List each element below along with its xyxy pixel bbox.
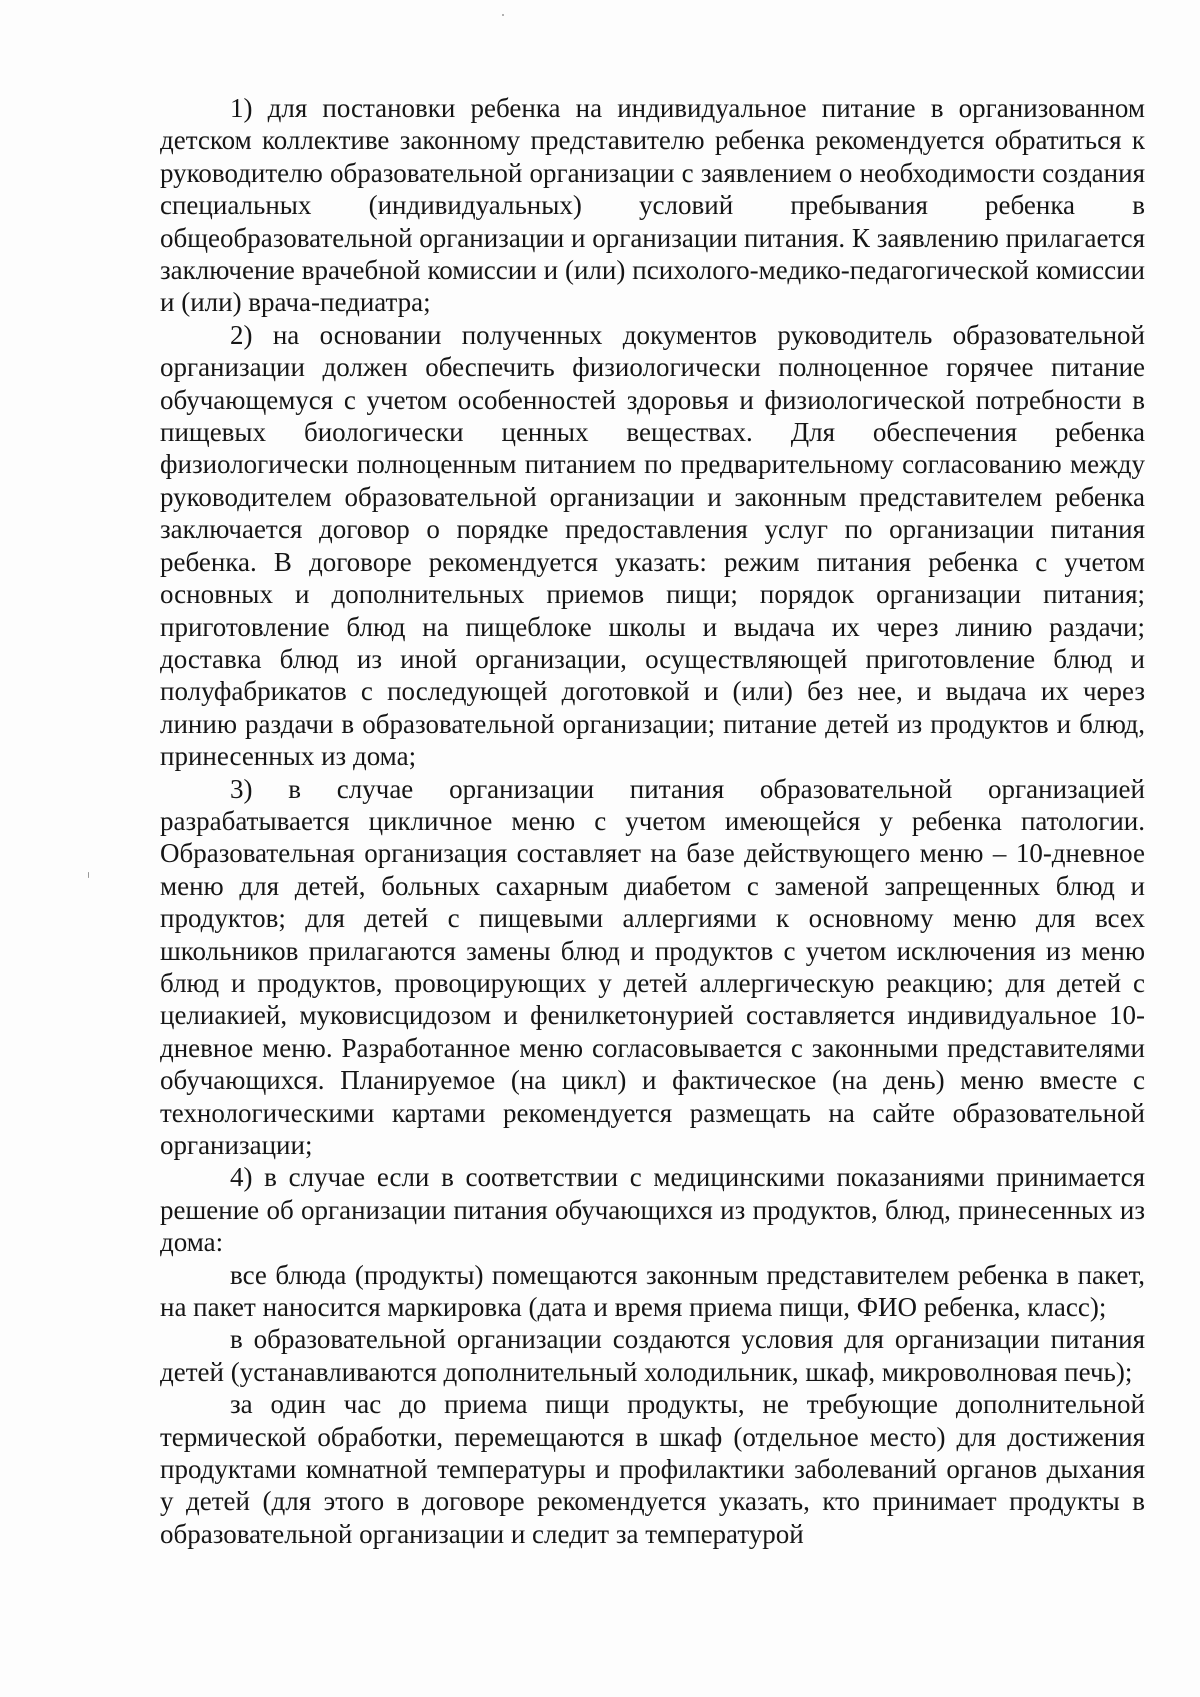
scan-speck [88, 872, 89, 878]
paragraph-subitem-bags: все блюда (продукты) помещаются законным представителем ребенка в пакет, на пакет наносится маркировка (дата и время приема пищи, ФИО ребенка, класс); [160, 1259, 1145, 1323]
paragraph-item-2: 2) на основании полученных документов руководитель образовательной организации должен обеспечить физиологически полноценное горячее питание обучающемуся с учетом особенностей здоровья и физиологической потребности в пищевых биологически ценных веществах. Для обеспечения ребенка физиологически полноценным питанием по предварительному согласованию между руководителем образовательной организации и законным представителем ребенка заключается договор о порядке предоставления услуг по организации питания ребенка. В договоре рекомендуется указать: режим питания ребенка с учетом основных и дополнительных приемов пищи; порядок организации питания; приготовление блюд на пищеблоке школы и выдача их через линию раздачи; доставка блюд из иной организации, осуществляющей приготовление блюд и полуфабрикатов с последующей доготовкой и (или) без нее, и выдача их через линию раздачи в образовательной организации; питание детей из продуктов и блюд, принесенных из дома; [160, 319, 1145, 772]
paragraph-item-3: 3) в случае организации питания образовательной организацией разрабатывается цикличное меню с учетом имеющейся у ребенка патологии. Образовательная организация составляет на базе действующего меню – 10-дневное меню для детей, больных сахарным диабетом с заменой запрещенных блюд и продуктов; для детей с пищевыми аллергиями к основному меню для всех школьников прилагаются замены блюд и продуктов с учетом исключения из меню блюд и продуктов, провоцирующих у детей аллергическую реакцию; для детей с целиакией, муковисцидозом и фенилкетонурией составляется индивидуальное 10-дневное меню. Разработанное меню согласовывается с законными представителями обучающихся. Планируемое (на цикл) и фактическое (на день) меню вместе с технологическими картами рекомендуется размещать на сайте образовательной организации; [160, 773, 1145, 1160]
document-body [160, 92, 1145, 1550]
paragraph-item-1: 1) для постановки ребенка на индивидуальное питание в организованном детском коллективе законному представителю ребенка рекомендуется обратиться к руководителю образовательной организации с заявлением о необходимости создания специальных (индивидуальных) условий пребывания ребенка в общеобразовательной организации и организации питания. К заявлению прилагается заключение врачебной комиссии и (или) психолого-медико-педагогической комиссии и (или) врача-педиатра; [160, 93, 1145, 318]
paragraph-subitem-storage: за один час до приема пищи продукты, не требующие дополнительной термической обработки, перемещаются в шкаф (отдельное место) для достижения продуктами комнатной температуры и профилактики заболеваний органов дыхания у детей (для этого в договоре рекомендуется указать, кто принимает продукты в образовательной организации и следит за температурой [160, 1389, 1145, 1549]
scan-speck [502, 14, 504, 16]
paragraph-subitem-conditions: в образовательной организации создаются условия для организации питания детей (устанавливаются дополнительный холодильник, шкаф, микроволновая печь); [160, 1324, 1145, 1387]
paragraph-item-4: 4) в случае если в соответствии с медицинскими показаниями принимается решение об организации питания обучающихся из продуктов, блюд, принесенных из дома: [160, 1162, 1145, 1258]
